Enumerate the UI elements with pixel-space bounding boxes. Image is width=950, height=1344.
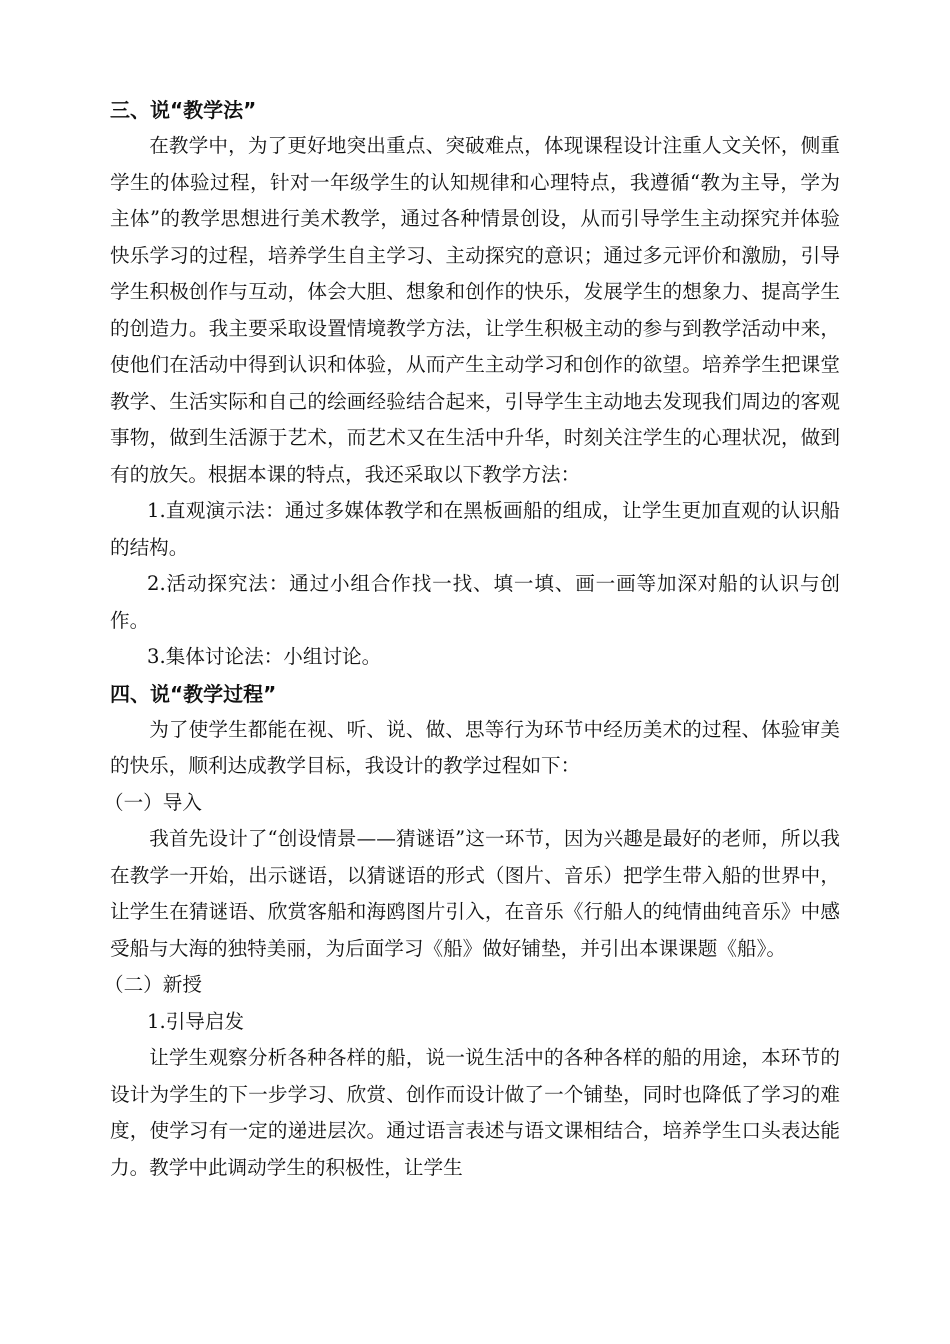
section-4-heading: 四、说“教学过程” (110, 681, 277, 706)
part-1-paragraph: 我首先设计了“创设情景——猜谜语”这一环节，因为兴趣是最好的老师，所以我在教学一开始，出示谜语，以猜谜语的形式（图片、音乐）把学生带入船的世界中，让学生在猜谜语、欣赏客船和海鸥图片引入，在音乐《行船人的纯情曲纯音乐》中感受船与大海的独特美丽，为后面学习《船》做好铺垫，并引出本课课题《船》。 (110, 827, 840, 960)
step-1-paragraph: 让学生观察分析各种各样的船，说一说生活中的各种各样的船的用途，本环节的设计为学生的下一步学习、欣赏、创作而设计做了一个铺垫，同时也降低了学习的难度，使学习有一定的递进层次。通过语言表述与语文课相结合，培养学生口头表达能力。教学中此调动学生的积极性，让学生 (110, 1046, 840, 1179)
part-2-heading: （二）新授 (104, 973, 202, 996)
step-1-heading: 1.引导启发 (147, 1009, 245, 1033)
part-1-heading: （一）导入 (104, 790, 202, 814)
method-item-2: 2.活动探究法：通过小组合作找一找、填一填、画一画等加深对船的认识与创作。 (110, 572, 840, 632)
method-item-1: 1.直观演示法：通过多媒体教学和在黑板画船的组成，让学生更加直观的认识船的结构。 (110, 499, 840, 559)
method-item-3: 3.集体讨论法：小组讨论。 (147, 645, 382, 668)
section-3-heading: 三、说“教学法” (110, 98, 257, 122)
document-body (104, 92, 840, 1186)
section-4-intro-paragraph: 为了使学生都能在视、听、说、做、思等行为环节中经历美术的过程、体验审美的快乐，顺利达成教学目标，我设计的教学过程如下： (110, 717, 840, 777)
section-3-intro-paragraph: 在教学中，为了更好地突出重点、突破难点，体现课程设计注重人文关怀，侧重学生的体验过程，针对一年级学生的认知规律和心理特点，我遵循“教为主导，学为主体”的教学思想进行美术教学，通过各种情景创设，从而引导学生主动探究并体验快乐学习的过程，培养学生自主学习、主动探究的意识；通过多元评价和激励，引导学生积极创作与互动，体会大胆、想象和创作的快乐，发展学生的想象力、提高学生的创造力。我主要采取设置情境教学方法，让学生积极主动的参与到教学活动中来，使他们在活动中得到认识和体验，从而产生主动学习和创作的欲望。培养学生把课堂教学、生活实际和自己的绘画经验结合起来，引导学生主动地去发现我们周边的客观事物，做到生活源于艺术，而艺术又在生活中升华，时刻关注学生的心理状况，做到有的放矢。根据本课的特点，我还采取以下教学方法： (110, 134, 840, 486)
